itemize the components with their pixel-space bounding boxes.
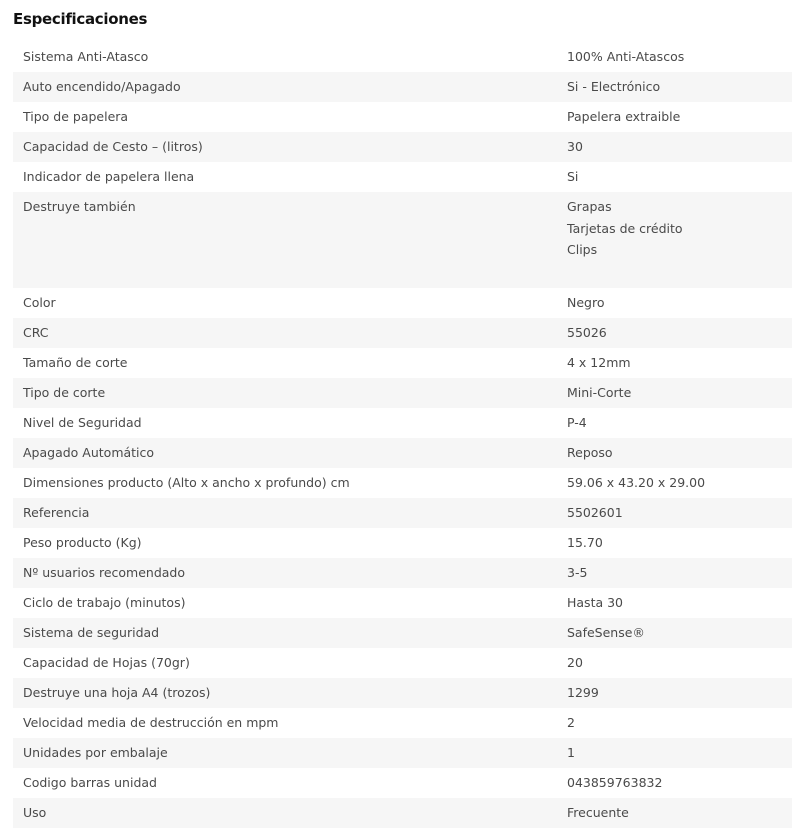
spec-label: Tipo de papelera bbox=[23, 109, 129, 124]
spec-value-line: 5502601 bbox=[567, 505, 623, 520]
spec-value bbox=[557, 408, 792, 438]
spec-label: Sistema de seguridad bbox=[13, 618, 557, 648]
spec-value-line: 1299 bbox=[567, 685, 599, 700]
spec-value bbox=[557, 798, 792, 828]
spec-label: Velocidad media de destrucción en mpm bbox=[23, 715, 279, 730]
spec-row bbox=[13, 72, 792, 102]
spec-value bbox=[557, 192, 792, 288]
spec-label: Destruye una hoja A4 (trozos) bbox=[13, 678, 557, 708]
spec-row bbox=[13, 42, 792, 72]
spec-row bbox=[13, 408, 792, 438]
spec-value-line: 2 bbox=[567, 715, 575, 730]
spec-value-line: Reposo bbox=[567, 445, 613, 460]
spec-row bbox=[13, 798, 792, 828]
spec-label: Destruye también bbox=[13, 192, 557, 288]
spec-value-line: Hasta 30 bbox=[567, 595, 624, 610]
specifications-title: Especificaciones bbox=[13, 10, 148, 28]
spec-label: Capacidad de Hojas (70gr) bbox=[23, 655, 190, 670]
spec-value-line: 59.06 x 43.20 x 29.00 bbox=[567, 475, 706, 490]
spec-value bbox=[557, 708, 792, 738]
spec-value bbox=[557, 738, 792, 768]
spec-value-line: P-4 bbox=[567, 415, 587, 430]
spec-label: Uso bbox=[13, 798, 557, 828]
spec-value bbox=[557, 288, 792, 318]
spec-value bbox=[557, 618, 792, 648]
spec-label: Peso producto (Kg) bbox=[23, 535, 142, 550]
spec-label: Nº usuarios recomendado bbox=[13, 558, 557, 588]
spec-value bbox=[557, 588, 792, 618]
spec-value-line: Mini-Corte bbox=[567, 385, 632, 400]
spec-value bbox=[557, 378, 792, 408]
spec-label: Color bbox=[23, 295, 56, 310]
spec-value bbox=[557, 132, 792, 162]
spec-label: Sistema Anti-Atasco bbox=[23, 49, 149, 64]
spec-value bbox=[557, 468, 792, 498]
spec-label: Indicador de papelera llena bbox=[23, 169, 195, 184]
spec-row bbox=[13, 318, 792, 348]
spec-row bbox=[13, 192, 792, 288]
specifications-table-body bbox=[13, 42, 792, 828]
spec-label: Referencia bbox=[13, 498, 557, 528]
spec-value bbox=[557, 348, 792, 378]
spec-value-line: 043859763832 bbox=[567, 775, 663, 790]
spec-row bbox=[13, 102, 792, 132]
spec-value bbox=[557, 318, 792, 348]
spec-value-line: Tarjetas de crédito bbox=[567, 220, 683, 236]
spec-value-line: Si bbox=[567, 169, 579, 184]
specifications-table bbox=[13, 42, 792, 828]
spec-value-line: Clips bbox=[567, 242, 598, 257]
spec-label: Nivel de Seguridad bbox=[23, 415, 142, 430]
spec-value bbox=[557, 528, 792, 558]
spec-label: CRC bbox=[13, 318, 557, 348]
spec-value-line: Negro bbox=[567, 295, 605, 310]
spec-row bbox=[13, 348, 792, 378]
spec-row bbox=[13, 468, 792, 498]
spec-label: Auto encendido/Apagado bbox=[13, 72, 557, 102]
spec-row bbox=[13, 738, 792, 768]
spec-value bbox=[557, 768, 792, 798]
spec-value-line: SafeSense® bbox=[567, 625, 645, 640]
spec-label: Apagado Automático bbox=[13, 438, 557, 468]
spec-value-line: 55026 bbox=[567, 325, 607, 340]
spec-row bbox=[13, 648, 792, 678]
spec-value-line: 30 bbox=[567, 139, 583, 154]
spec-label: Unidades por embalaje bbox=[13, 738, 557, 768]
spec-row bbox=[13, 288, 792, 318]
spec-value bbox=[557, 438, 792, 468]
spec-row bbox=[13, 558, 792, 588]
spec-label: Tamaño de corte bbox=[23, 355, 128, 370]
spec-value-line: Grapas bbox=[567, 199, 612, 214]
spec-row bbox=[13, 378, 792, 408]
spec-row bbox=[13, 438, 792, 468]
spec-value bbox=[557, 102, 792, 132]
spec-row bbox=[13, 162, 792, 192]
spec-value-line: 20 bbox=[567, 655, 583, 670]
spec-value-line: 15.70 bbox=[567, 535, 603, 550]
spec-row bbox=[13, 588, 792, 618]
spec-label: Capacidad de Cesto – (litros) bbox=[13, 132, 557, 162]
spec-row bbox=[13, 618, 792, 648]
spec-value bbox=[557, 498, 792, 528]
spec-row bbox=[13, 708, 792, 738]
spec-row bbox=[13, 768, 792, 798]
spec-value bbox=[557, 648, 792, 678]
spec-value-line: Frecuente bbox=[567, 805, 629, 820]
spec-value bbox=[557, 678, 792, 708]
spec-label: Tipo de corte bbox=[13, 378, 557, 408]
spec-label: Ciclo de trabajo (minutos) bbox=[23, 595, 186, 610]
spec-row bbox=[13, 498, 792, 528]
spec-value bbox=[557, 558, 792, 588]
spec-label: Codigo barras unidad bbox=[23, 775, 157, 790]
spec-value bbox=[557, 42, 792, 72]
spec-value-line: 3-5 bbox=[567, 565, 588, 580]
spec-value bbox=[557, 72, 792, 102]
spec-row bbox=[13, 528, 792, 558]
spec-value-line: Papelera extraible bbox=[567, 109, 681, 124]
spec-value-line: Si - Electrónico bbox=[567, 79, 661, 94]
spec-value bbox=[557, 162, 792, 192]
spec-label: Dimensiones producto (Alto x ancho x profundo) cm bbox=[23, 475, 350, 490]
spec-row bbox=[13, 678, 792, 708]
spec-value-line: 1 bbox=[567, 745, 575, 760]
spec-value-line: 4 x 12mm bbox=[567, 355, 631, 370]
spec-value-line: 100% Anti-Atascos bbox=[567, 49, 685, 64]
spec-row bbox=[13, 132, 792, 162]
